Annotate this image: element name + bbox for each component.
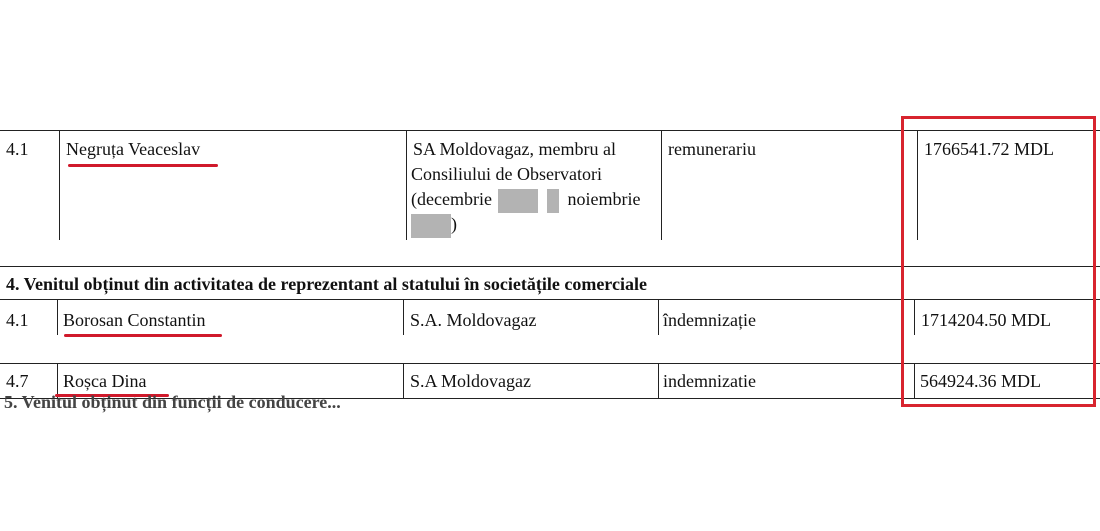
row-number: 4.7 [6, 371, 29, 391]
organization-line: Consiliului de Observatori [411, 164, 602, 184]
col-divider [661, 130, 662, 240]
person-name: Negruța Veaceslav [66, 139, 201, 159]
income-amount: 1766541.72 MDL [924, 139, 1054, 159]
col-divider [57, 299, 58, 335]
cutoff-next-section: 5. Venitul obținut din funcții de conducere... [4, 392, 341, 412]
income-type: indemnizatie [663, 371, 756, 391]
redacted-block [547, 189, 559, 213]
income-type: remunerariu [668, 139, 756, 159]
organization-line: SA Moldovagaz, membru al [413, 139, 616, 159]
period-start-text: (decembrie [411, 189, 492, 209]
col-divider [403, 299, 404, 335]
redacted-block [411, 214, 451, 238]
organization: S.A Moldovagaz [410, 371, 531, 391]
person-name: Roșca Dina [63, 371, 147, 391]
col-divider [59, 130, 60, 240]
income-amount: 1714204.50 MDL [921, 310, 1051, 330]
amount-highlight-box [901, 116, 1096, 407]
person-name: Borosan Constantin [63, 310, 206, 330]
organization: S.A. Moldovagaz [410, 310, 537, 330]
closing-parenthesis: ) [451, 214, 457, 234]
row-number: 4.1 [6, 139, 29, 159]
col-divider [406, 130, 407, 240]
redacted-block [498, 189, 538, 213]
name-underline [64, 334, 222, 337]
income-type: îndemnizație [663, 310, 756, 330]
section-title: 4. Venitul obținut din activitatea de reprezentant al statului în societățile comerciale [6, 274, 647, 294]
row-number: 4.1 [6, 310, 29, 330]
period-end-text: noiembrie [567, 189, 641, 209]
col-divider [403, 363, 404, 398]
col-divider [658, 299, 659, 335]
col-divider [658, 363, 659, 398]
organization-line [411, 187, 640, 213]
name-underline [68, 164, 218, 167]
income-amount: 564924.36 MDL [920, 371, 1041, 391]
organization-line [411, 212, 457, 238]
